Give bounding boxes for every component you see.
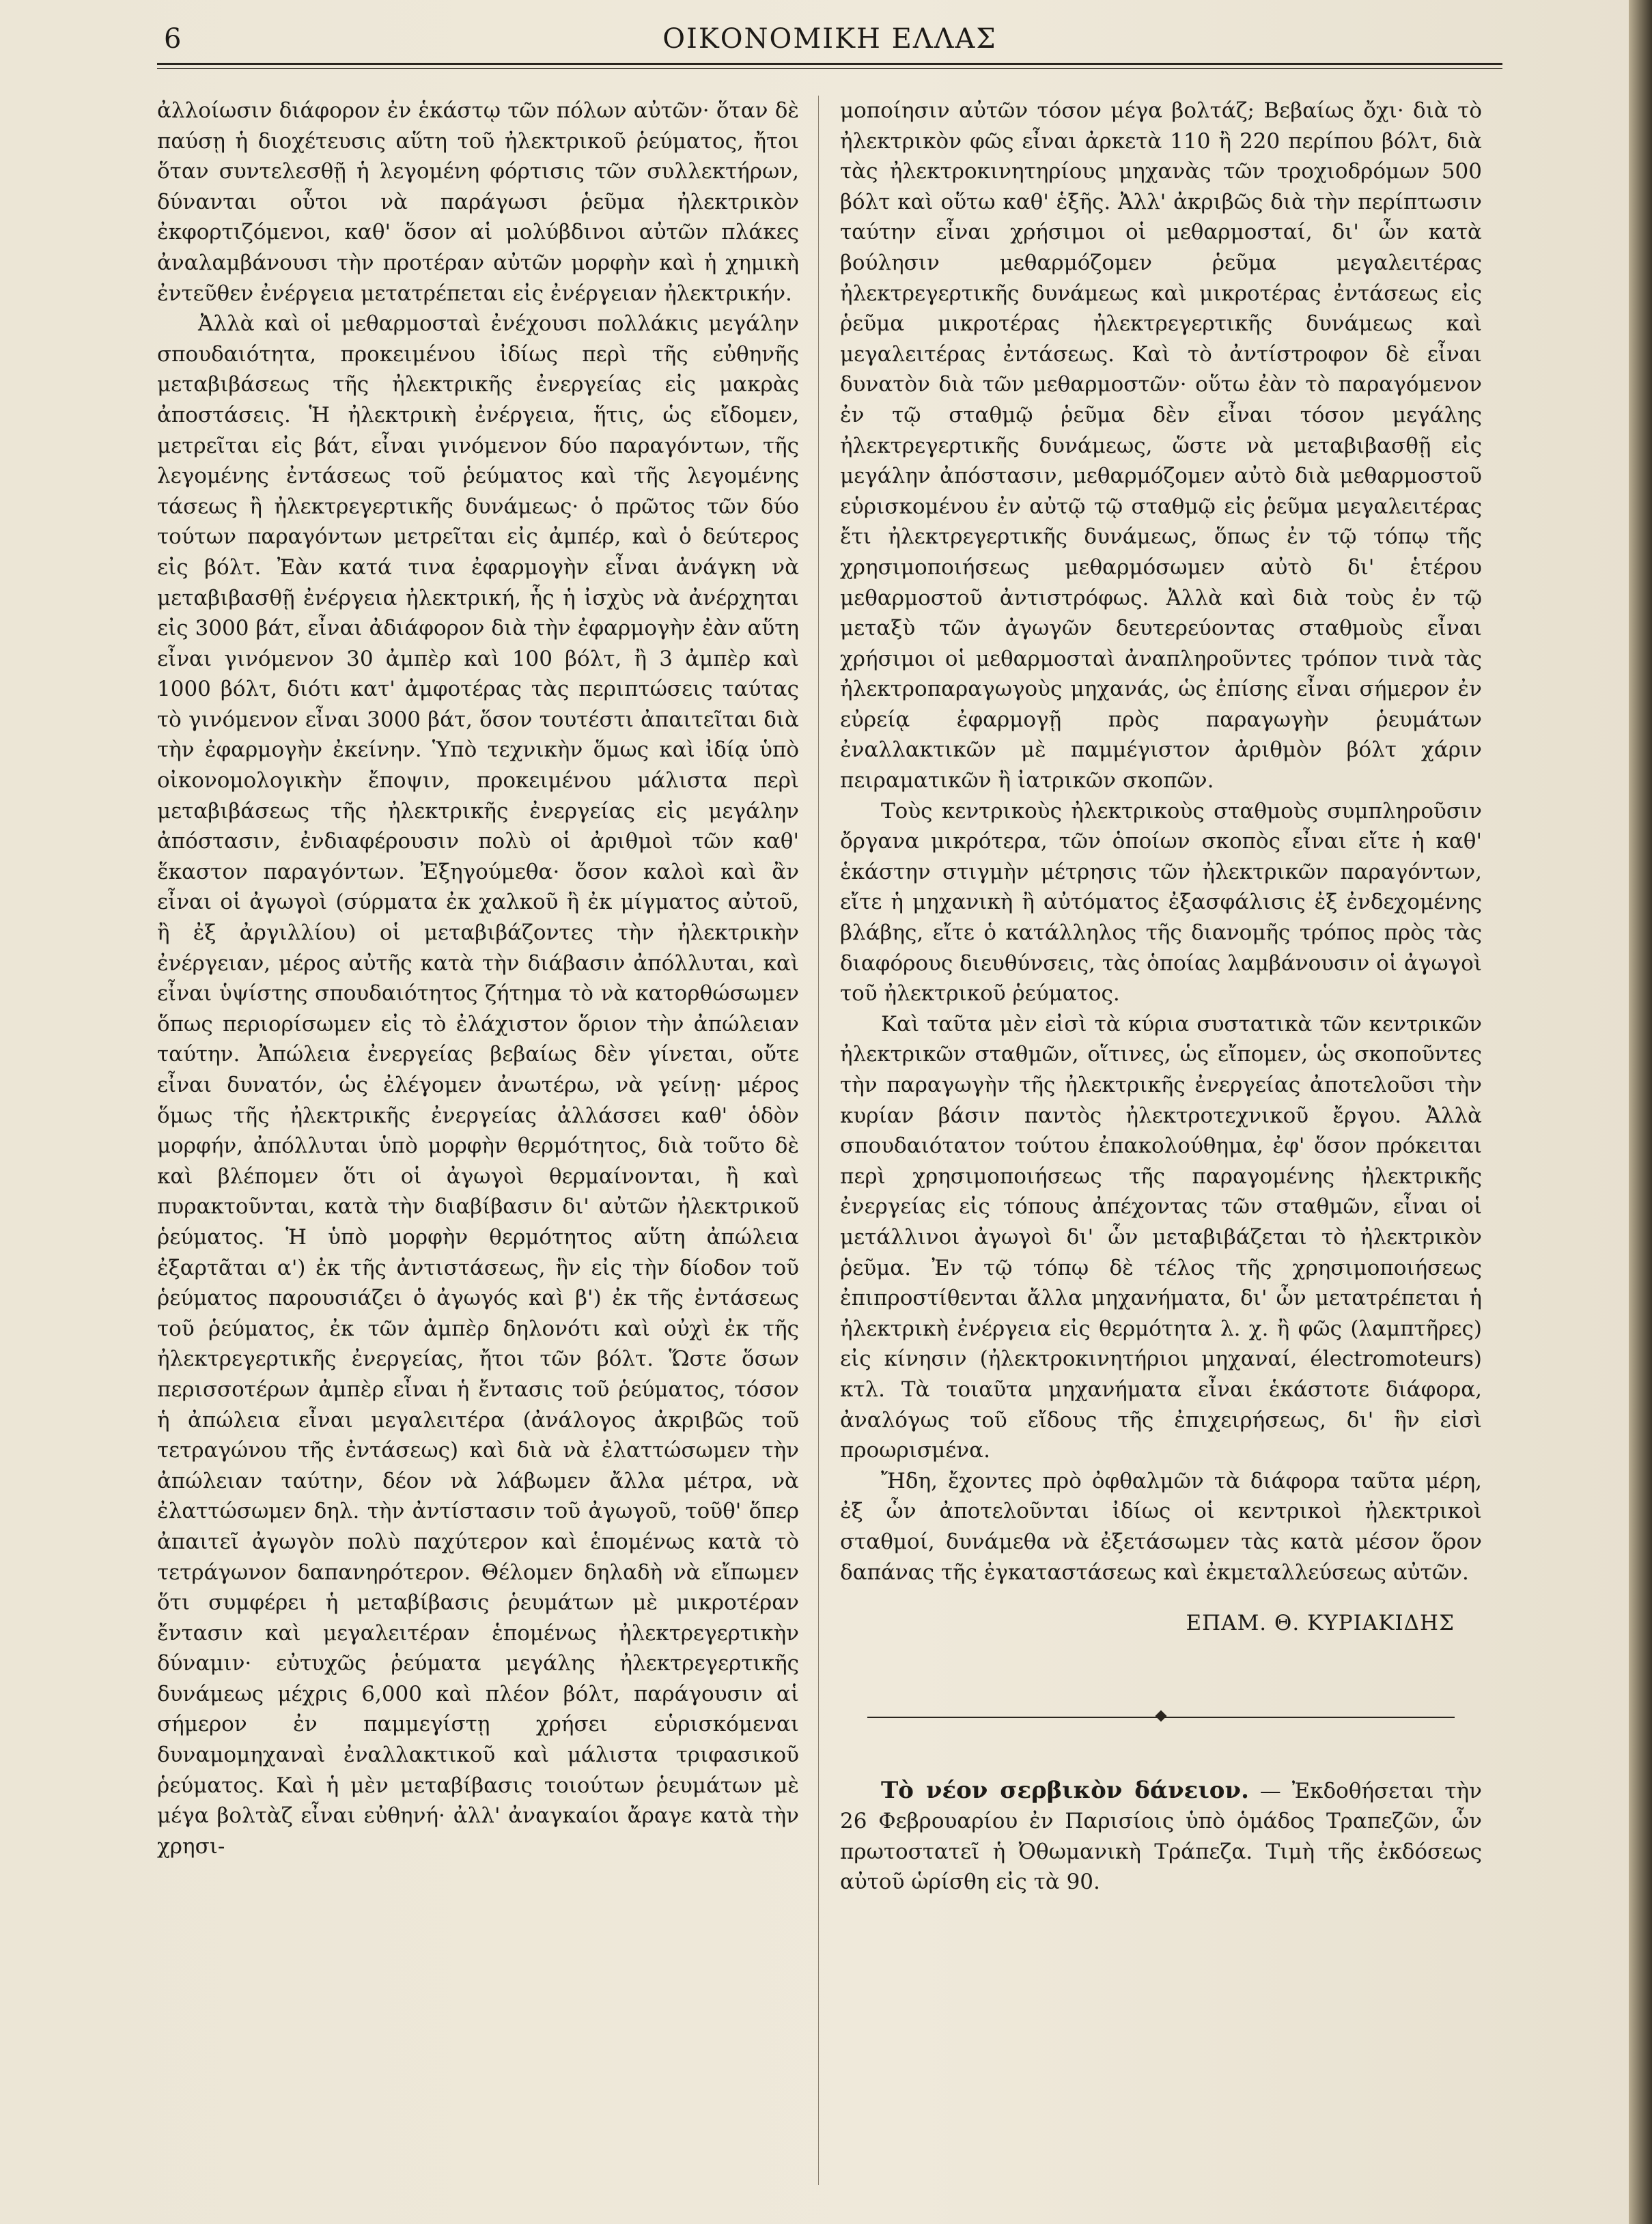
right-paragraph-2: Τοὺς κεντρικοὺς ἠλεκτρικοὺς σταθμοὺς συμπληροῦσιν ὄργανα μικρότερα, τῶν ὁποίων σκοπὸς εἶναι εἴτε ἡ καθ' ἑκάστην στιγμὴν μέτρησις τῶν ἠλεκτρικῶν παραγόντων, εἴτε ἡ μηχανικὴ ἢ αὐτόματος ἐξασφάλισις ἐξ ἐνδεχομένης βλάβης, εἴτε ὁ κατάλληλος τῆς διανομῆς τρόπος πρὸς τὰς διαφόρους διευθύνσεις, τὰς ὁποίας λαμβάνουσιν οἱ ἀγωγοὶ τοῦ ἠλεκτρικοῦ ῥεύματος. <box>840 798 1482 1007</box>
left-column <box>157 96 799 2199</box>
right-paragraph-1: μοποίησιν αὐτῶν τόσον μέγα βολτάζ; Βεβαίως ὄχι· διὰ τὸ ἠλεκτρικὸν φῶς εἶναι ἀρκετὰ 110 ἢ 220 περίπου βόλτ, διὰ τὰς ἠλεκτροκινητηρίους μηχανὰς τῶν τροχιοδρόμων 500 βόλτ καὶ οὕτω καθ' ἑξῆς. Ἀλλ' ἀκριβῶς διὰ τὴν περίπτωσιν ταύτην εἶναι χρήσιμοι οἱ μεθαρμοσταί, δι' ὧν κατὰ βούλησιν μεθαρμόζομεν ῥεῦμα μεγαλειτέρας ἠλεκτρεγερτικῆς δυνάμεως καὶ μικροτέρας ἐντάσεως εἰς ῥεῦμα μικροτέρας ἠλεκτρεγερτικῆς δυνάμεως καὶ μεγαλειτέρας ἐντάσεως. Καὶ τὸ ἀντίστροφον δὲ εἶναι δυνατὸν διὰ τῶν μεθαρμοστῶν· οὕτω ἐὰν τὸ παραγόμενον ἐν τῷ σταθμῷ ῥεῦμα δὲν εἶναι τόσον μεγάλης ἠλεκτρεγερτικῆς δυνάμεως, ὥστε νὰ μεταβιβασθῇ εἰς μεγάλην ἀπόστασιν, μεθαρμόζομεν αὐτὸ διὰ μεθαρμοστοῦ εὑρισκομένου ἐν αὐτῷ τῷ σταθμῷ εἰς ῥεῦμα μεγαλειτέρας ἔτι ἠλεκτρεγερτικῆς δυνάμεως, ὅπως ἐν τῷ τόπῳ τῆς χρησιμοποιήσεως μεθαρμόσωμεν αὐτὸ δι' ἑτέρου μεθαρμοστοῦ ἀντιστρόφως. Ἀλλὰ καὶ διὰ τοὺς ἐν τῷ μεταξὺ τῶν ἀγωγῶν δευτερεύοντας σταθμοὺς εἶναι χρήσιμοι οἱ μεθαρμοσταὶ ἀναπληροῦντες τρόπον τινὰ τὰς ἠλεκτροπαραγωγοὺς μηχανάς, ὡς ἐπίσης εἶναι σήμερον ἐν εὐρείᾳ ἐφαρμογῇ πρὸς παραγωγὴν ῥευμάτων ἐναλλακτικῶν μὲ παμμέγιστον ἀριθμὸν βόλτ χάριν πειραματικῶν ἢ ἰατρικῶν σκοπῶν. <box>840 98 1482 793</box>
left-paragraph-1: ἀλλοίωσιν διάφορον ἐν ἑκάστῳ τῶν πόλων αὐτῶν· ὅταν δὲ παύσῃ ἡ διοχέτευσις αὕτη τοῦ ἠλεκτρικοῦ ῥεύματος, ἤτοι ὅταν συντελεσθῇ ἡ λεγομένη φόρτισις τῶν συλλεκτήρων, δύνανται οὗτοι νὰ παράγωσι ῥεῦμα ἠλεκτρικὸν ἐκφορτιζόμενοι, καθ' ὅσον αἱ μολύβδινοι αὐτῶν πλάκες ἀναλαμβάνουσι τὴν προτέραν αὐτῶν μορφὴν καὶ ἡ χημικὴ ἐντεῦθεν ἐνέργεια μετατρέπεται εἰς ἐνέργειαν ἠλεκτρικήν. <box>157 98 799 306</box>
book-spine-shadow <box>1629 0 1652 2224</box>
column-divider <box>818 96 819 2185</box>
separator-diamond-icon <box>1156 1710 1167 1721</box>
left-paragraph-2: Ἀλλὰ καὶ οἱ μεθαρμοσταὶ ἐνέχουσι πολλάκις μεγάλην σπουδαιότητα, προκειμένου ἰδίως περὶ τῆς εὐθηνῆς μεταβιβάσεως τῆς ἠλεκτρικῆς ἐνεργείας εἰς μακρὰς ἀποστάσεις. Ἡ ἠλεκτρικὴ ἐνέργεια, ἥτις, ὡς εἴδομεν, μετρεῖται εἰς βάτ, εἶναι γινόμενον δύο παραγόντων, τῆς λεγομένης ἐντάσεως τοῦ ῥεύματος καὶ τῆς λεγομένης τάσεως ἢ ἠλεκτρεγερτικῆς δυνάμεως· ὁ πρῶτος τῶν δύο τούτων παραγόντων μετρεῖται εἰς ἀμπέρ, καὶ ὁ δεύτερος εἰς βόλτ. Ἐὰν κατά τινα ἐφαρμογὴν εἶναι ἀνάγκη νὰ μεταβιβασθῇ ἐνέργεια ἠλεκτρική, ἧς ἡ ἰσχὺς νὰ ἀνέρχηται εἰς 3000 βάτ, εἶναι ἀδιάφορον διὰ τὴν ἐφαρμογὴν ἐὰν αὕτη εἶναι γινόμενον 30 ἀμπὲρ καὶ 100 βόλτ, ἢ 3 ἀμπὲρ καὶ 1000 βόλτ, διότι κατ' ἀμφοτέρας τὰς περιπτώσεις ταύτας τὸ γινόμενον εἶναι 3000 βάτ, ὅσον τουτέστι ἀπαιτεῖται διὰ τὴν ἐφαρμογὴν ἐκείνην. Ὑπὸ τεχνικὴν ὅμως καὶ ἰδίᾳ ὑπὸ οἰκονομολογικὴν ἔποψιν, προκειμένου μάλιστα περὶ μεταβιβάσεως τῆς ἠλεκτρικῆς ἐνεργείας εἰς μεγάλην ἀπόστασιν, ἐνδιαφέρουσιν πολὺ οἱ ἀριθμοὶ τῶν καθ' ἕκαστον παραγόντων. Ἐξηγούμεθα· ὅσον καλοὶ καὶ ἂν εἶναι οἱ ἀγωγοὶ (σύρματα ἐκ χαλκοῦ ἢ ἐκ μίγματος αὐτοῦ, ἢ ἐξ ἀργιλλίου) οἱ μεταβιβάζοντες τὴν ἠλεκτρικὴν ἐνέργειαν, μέρος αὐτῆς κατὰ τὴν διάβασιν ἀπόλλυται, καὶ εἶναι ὑψίστης σπουδαιότητος ζήτημα τὸ νὰ κατορθώσωμεν ὅπως περιορίσωμεν εἰς τὸ ἐλάχιστον ὅριον τὴν ἀπώλειαν ταύτην. Ἀπώλεια ἐνεργείας βεβαίως δὲν γίνεται, οὔτε εἶναι δυνατόν, ὡς ἐλέγομεν ἀνωτέρω, νὰ γείνῃ· μέρος ὅμως τῆς ἠλεκτρικῆς ἐνεργείας ἀλλάσσει καθ' ὁδὸν μορφήν, ἀπόλλυται ὑπὸ μορφὴν θερμότητος, διὰ τοῦτο δὲ καὶ βλέπομεν ὅτι οἱ ἀγωγοὶ θερμαίνονται, ἢ καὶ πυρακτοῦνται, κατὰ τὴν διαβίβασιν δι' αὐτῶν ἠλεκτρικοῦ ῥεύματος. Ἡ ὑπὸ μορφὴν θερμότητος αὕτη ἀπώλεια ἐξαρτᾶται α') ἐκ τῆς ἀντιστάσεως, ἣν εἰς τὴν δίοδον τοῦ ῥεύματος παρουσιάζει ὁ ἀγωγός καὶ β') ἐκ τῆς ἐντάσεως τοῦ ῥεύματος, ἐκ τῶν ἀμπὲρ δηλονότι καὶ οὐχὶ ἐκ τῆς ἠλεκτρεγερτικῆς ἐνεργείας, ἤτοι τῶν βόλτ. Ὥστε ὅσων περισσοτέρων ἀμπὲρ εἶναι ἡ ἔντασις τοῦ ῥεύματος, τόσον ἡ ἀπώλεια εἶναι μεγαλειτέρα (ἀνάλογος ἀκριβῶς τοῦ τετραγώνου τῆς ἐντάσεως) καὶ διὰ νὰ ἐλαττώσωμεν τὴν ἀπώλειαν ταύτην, δέον νὰ λάβωμεν ἄλλα μέτρα, νὰ ἐλαττώσωμεν δηλ. τὴν ἀντίστασιν τοῦ ἀγωγοῦ, τοῦθ' ὅπερ ἀπαιτεῖ ἀγωγὸν πολὺ παχύτερον καὶ ἑπομένως κατὰ τὸ τετράγωνον δαπανηρότερον. Θέλομεν δηλαδὴ νὰ εἴπωμεν ὅτι συμφέρει ἡ μεταβίβασις ῥευμάτων μὲ μικροτέραν ἔντασιν καὶ μεγαλειτέραν ἑπομένως ἠλεκτρεγερτικὴν δύναμιν· εὐτυχῶς ῥεύματα μεγάλης ἠλεκτρεγερτικῆς δυνάμεως μέχρις 6,000 καὶ πλέον βόλτ, παράγουσιν αἱ σήμερον ἐν παμμεγίστῃ χρήσει εὑρισκόμεναι δυναμομηχαναὶ ἐναλλακτικοῦ καὶ μάλιστα τριφασικοῦ ῥεύματος. Καὶ ἡ μὲν μεταβίβασις τοιούτων ῥευμάτων μὲ μέγα βολτὰζ εἶναι εὐθηνή· ἀλλ' ἀναγκαίοι ἄραγε κατὰ τὴν χρησι- <box>157 311 799 1859</box>
section-separator <box>840 1700 1482 1734</box>
news-item-title: Τὸ νέον σερβικὸν δάνειον. <box>881 1776 1249 1804</box>
page-number: 6 <box>164 23 182 55</box>
right-paragraph-3: Καὶ ταῦτα μὲν εἰσὶ τὰ κύρια συστατικὰ τῶν κεντρικῶν ἠλεκτρικῶν σταθμῶν, οἵτινες, ὡς εἴπομεν, ὡς σκοποῦντες τὴν παραγωγὴν τῆς ἠλεκτρικῆς ἐνεργείας ἀποτελοῦσι τὴν κυρίαν βάσιν παντὸς ἠλεκτροτεχνικοῦ ἔργου. Ἀλλὰ σπουδαιότατον τούτου ἐπακολούθημα, ἐφ' ὅσον πρόκειται περὶ χρησιμοποιήσεως τῆς παραγομένης ἠλεκτρικῆς ἐνεργείας εἰς τόπους ἀπέχοντας τῶν σταθμῶν, εἶναι οἱ μετάλλινοι ἀγωγοὶ δι' ὧν μεταβιβάζεται τὸ ἠλεκτρικὸν ῥεῦμα. Ἐν τῷ τόπῳ δὲ τέλος τῆς χρησιμοποιήσεως ἐπιπροστίθενται ἄλλα μηχανήματα, δι' ὧν μετατρέπεται ἡ ἠλεκτρικὴ ἐνέργεια εἰς θερμότητα λ. χ. ἢ φῶς (λαμπτῆρες) εἰς κίνησιν (ἠλεκτροκινητήριοι μηχαναί, électromoteurs) κτλ. Τὰ τοιαῦτα μηχανήματα εἶναι ἑκάστοτε διάφορα, ἀναλόγως τοῦ εἴδους τῆς ἐπιχειρήσεως, δι' ἣν εἰσὶ προωρισμένα. <box>840 1011 1482 1463</box>
running-title: ΟΙΚΟΝΟΜΙΚΗ ΕΛΛΑΣ <box>662 23 997 55</box>
header-rule <box>157 63 1502 65</box>
right-column <box>840 96 1482 2199</box>
news-item-dash: — <box>1248 1778 1292 1803</box>
news-item-body: Ἐκδοθήσεται τὴν 26 Φεβρουαρίου ἐν Παρισίοις ὑπὸ ὁμάδος Τραπεζῶν, ὧν πρωτοστατεῖ ἡ Ὀθωμανικὴ Τράπεζα. Τιμὴ τῆς ἐκδόσεως αὐτοῦ ὡρίσθη εἰς τὰ 90. <box>840 1778 1482 1895</box>
header-rule-thin <box>157 68 1502 69</box>
page-header <box>157 19 1502 60</box>
author-signature: ΕΠΑΜ. Θ. ΚΥΡΙΑΚΙΔΗΣ <box>1186 1611 1455 1636</box>
right-paragraph-4: Ἤδη, ἔχοντες πρὸ ὀφθαλμῶν τὰ διάφορα ταῦτα μέρη, ἐξ ὧν ἀποτελοῦνται ἰδίως οἱ κεντρικοὶ ἠλεκτρικοὶ σταθμοί, δυνάμεθα νὰ ἐξετάσωμεν τὰς κατὰ μέσον ὅρον δαπάνας τῆς ἐγκαταστάσεως καὶ ἐκμεταλλεύσεως αὐτῶν. <box>840 1468 1482 1585</box>
news-item <box>840 1775 1482 1898</box>
